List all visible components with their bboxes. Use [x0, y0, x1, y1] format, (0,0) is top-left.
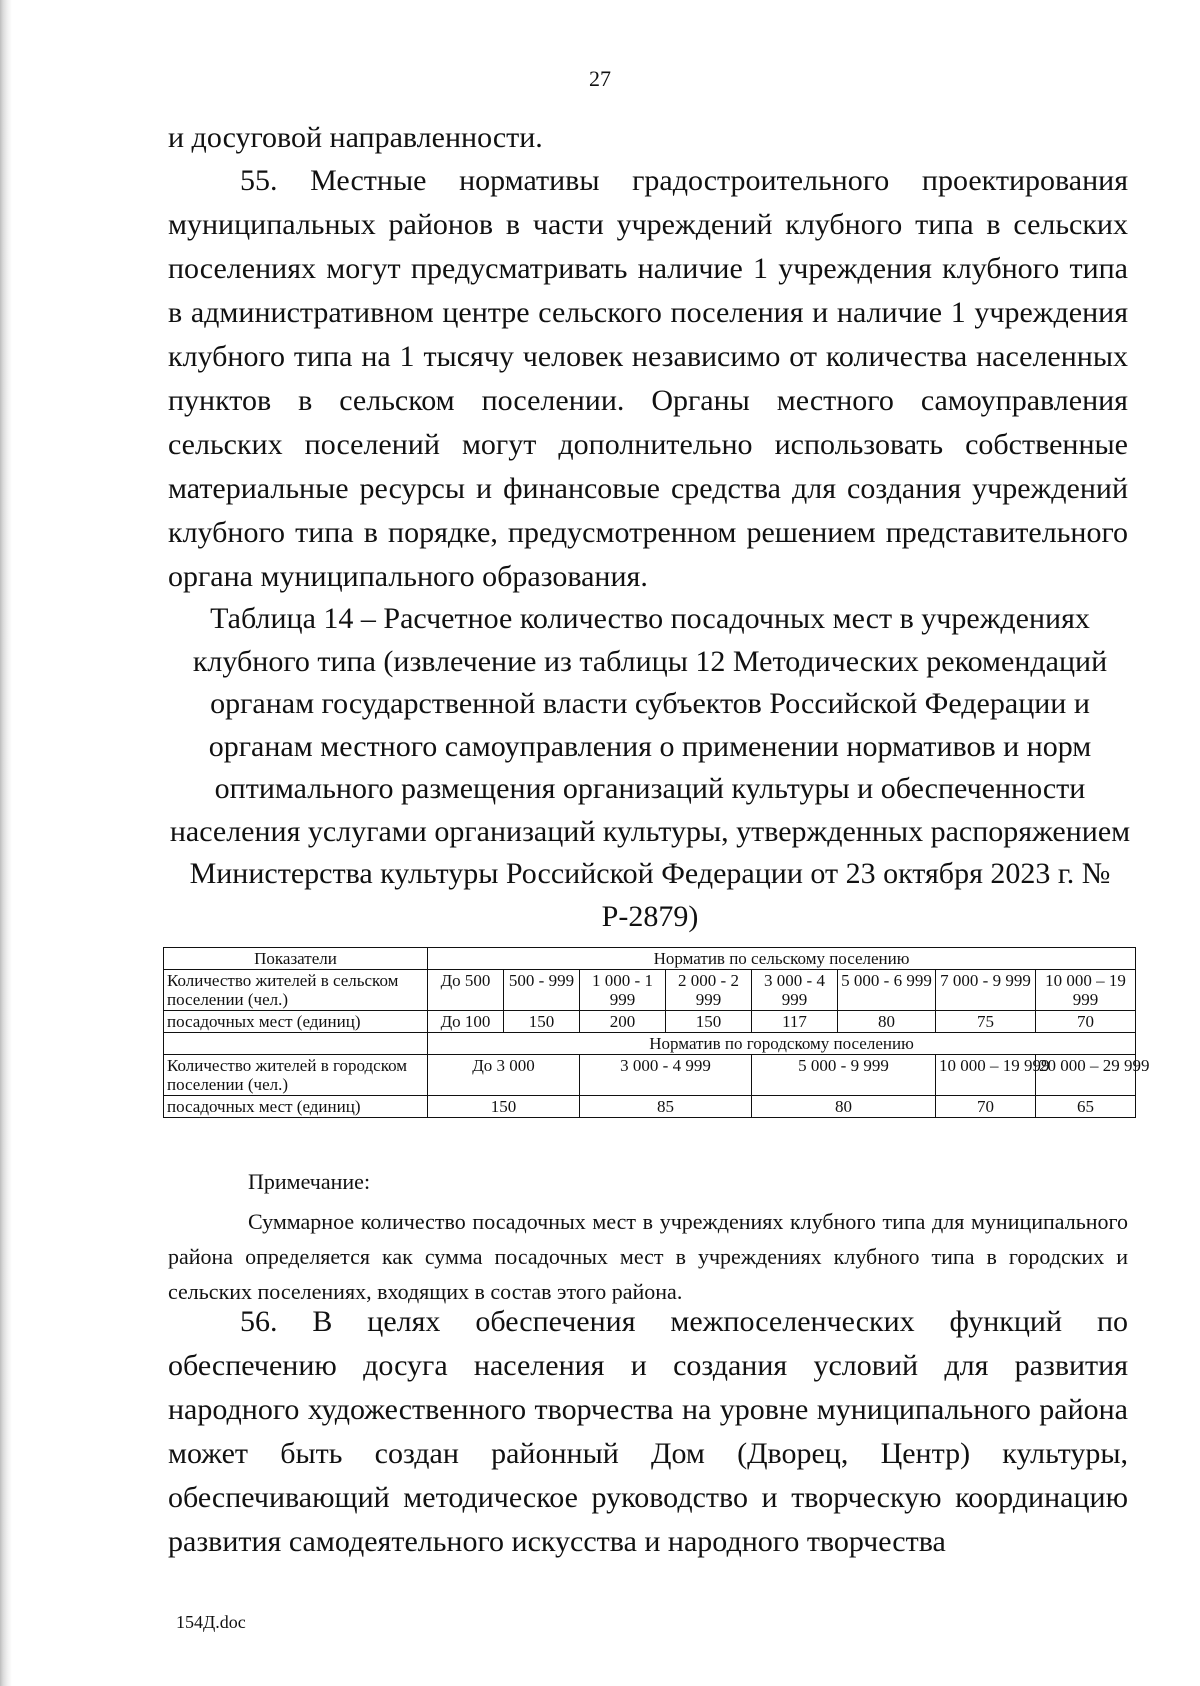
urban-seats-label: посадочных мест (единиц)	[164, 1096, 428, 1118]
urban-range-cell: 20 000 – 29 999	[1036, 1055, 1136, 1096]
urban-header-blank	[164, 1033, 428, 1055]
urban-seats-cell: 85	[580, 1096, 752, 1118]
urban-residents-label: Количество жителей в городском поселении (чел.)	[164, 1055, 428, 1096]
paragraph-55: 55. Местные нормативы градостроительного проектирования муниципальных районов в части учреждений клубного типа в сельских поселениях могут предусматривать наличие 1 учреждения клубного типа в административном центре сельского поселения и наличие 1 учреждения клубного типа на 1 тысячу человек независимо от количества населенных пунктов в сельском поселении. Органы местного самоуправления сельских поселений могут дополнительно использовать собственные материальные ресурсы и финансовые средства для создания учреждений клубного типа в порядке, предусмотренном решением представительного органа муниципального образования.	[168, 164, 1128, 593]
seats-table	[163, 947, 1150, 1118]
urban-seats-row	[164, 1096, 1136, 1118]
urban-seats-cell: 65	[1036, 1096, 1136, 1118]
urban-residents-row	[164, 1055, 1136, 1096]
urban-range-cell: До 3 000	[428, 1055, 580, 1096]
urban-seats-cell: 150	[428, 1096, 580, 1118]
rural-seats-row	[164, 1011, 1136, 1033]
rural-residents-label: Количество жителей в сельском поселении (чел.)	[164, 970, 428, 1011]
rural-seats-cell: 75	[936, 1011, 1036, 1033]
rural-seats-cell: 150	[504, 1011, 580, 1033]
note-text: Суммарное количество посадочных мест в учреждениях клубного типа для муниципального района определяется как сумма посадочных мест в учреждениях клубного типа в городских и сельских поселениях, входящих в состав этого района.	[168, 1209, 1128, 1304]
rural-range-cell: 3 000 - 4 999	[752, 970, 838, 1011]
paragraph-56: 56. В целях обеспечения межпоселенческих функций по обеспечению досуга населения и создания условий для развития народного художественного творчества на уровне муниципального района может быть создан районный Дом (Дворец, Центр) культуры, обеспечивающий методическое руководство и творческую координацию развития самодеятельного искусства и народного творчества	[168, 1305, 1128, 1558]
page-number: 27	[589, 66, 611, 91]
urban-range-cell: 3 000 - 4 999	[580, 1055, 752, 1096]
urban-seats-cell: 70	[936, 1096, 1036, 1118]
rural-residents-row	[164, 970, 1136, 1011]
rural-seats-label: посадочных мест (единиц)	[164, 1011, 428, 1033]
indicators-header: Показатели	[164, 948, 428, 970]
urban-range-cell: 10 000 – 19 999	[936, 1055, 1036, 1096]
rural-range-cell: 2 000 - 2 999	[666, 970, 752, 1011]
rural-norm-header: Норматив по сельскому поселению	[428, 948, 1136, 970]
rural-range-cell: 10 000 – 19 999	[1036, 970, 1136, 1011]
urban-header-row	[164, 1033, 1136, 1055]
urban-range-cell: 5 000 - 9 999	[752, 1055, 936, 1096]
table-title: Таблица 14 – Расчетное количество посадочных мест в учреждениях клубного типа (извлечение из таблицы 12 Методических рекомендаций органам государственной власти субъектов Российской Федерации и органам местного самоуправления о применении нормативов и норм оптимального размещения организаций культуры и обеспеченности населения услугами организаций культуры, утвержденных распоряжением Министерства культуры Российской Федерации от 23 октября 2023 г. № Р-2879)	[169, 602, 1131, 933]
urban-norm-header: Норматив по городскому поселению	[428, 1033, 1136, 1055]
rural-range-cell: 7 000 - 9 999	[936, 970, 1036, 1011]
table-header-row	[164, 948, 1136, 970]
rural-seats-cell: 150	[666, 1011, 752, 1033]
rural-seats-cell: 117	[752, 1011, 838, 1033]
scan-edge	[0, 0, 12, 1686]
rural-range-cell: 1 000 - 1 999	[580, 970, 666, 1011]
footer-file-name: 154Д.doc	[176, 1612, 246, 1632]
note-label: Примечание:	[248, 1169, 371, 1194]
rural-range-cell: 5 000 - 6 999	[838, 970, 936, 1011]
rural-range-cell: 500 - 999	[504, 970, 580, 1011]
rural-seats-cell: 200	[580, 1011, 666, 1033]
urban-seats-cell: 80	[752, 1096, 936, 1118]
rural-seats-cell: До 100	[428, 1011, 504, 1033]
intro-tail-paragraph: и досуговой направленности.	[168, 121, 543, 154]
rural-range-cell: До 500	[428, 970, 504, 1011]
rural-seats-cell: 80	[838, 1011, 936, 1033]
rural-seats-cell: 70	[1036, 1011, 1136, 1033]
